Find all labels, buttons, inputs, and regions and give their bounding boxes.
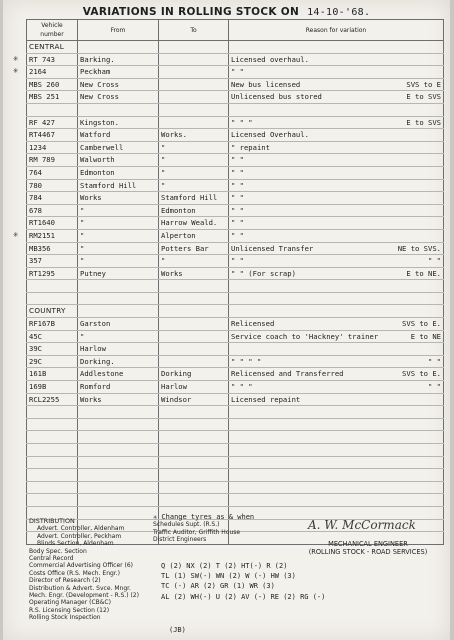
depot-code-line: TC (-) AR (2) GR (1) WR (3) — [161, 582, 275, 591]
reason-text: Relicensed and Transferred — [231, 369, 344, 379]
reason-text: " " — [231, 256, 244, 266]
from-cell: Stamford Hill — [78, 179, 159, 192]
reason-text: " " " — [231, 117, 253, 127]
reason-transfer: " " — [428, 382, 441, 392]
from-cell: Kingston. — [78, 116, 159, 129]
vehicle-cell: 678 — [27, 204, 78, 217]
vehicle-cell: MBS 251 — [27, 91, 78, 104]
reason-cell — [229, 179, 444, 192]
from-cell: Barking. — [78, 53, 159, 66]
document-sheet — [3, 0, 450, 640]
handwritten-note: ✳ Change tyres as & when — [153, 513, 255, 521]
to-cell — [159, 343, 229, 356]
distribution-item: Distribution & Advert. Svce. Mngr. — [29, 584, 131, 592]
to-cell — [159, 494, 229, 507]
reason-transfer: E to NE — [410, 331, 441, 341]
table-row — [27, 330, 444, 343]
to-cell: " — [159, 166, 229, 179]
to-cell — [159, 66, 229, 79]
distribution-item: Costs Office (R.S. Mech. Engr.) — [29, 569, 120, 577]
vehicle-cell — [27, 494, 78, 507]
reason-transfer: SVS to E. — [402, 319, 441, 329]
reason-cell — [229, 343, 444, 356]
table-row — [27, 204, 444, 217]
reason-cell — [229, 229, 444, 242]
reason-text: " " — [231, 155, 244, 165]
title-text: VARIATIONS IN ROLLING STOCK ON — [82, 6, 300, 18]
vehicle-cell: 1234 — [27, 141, 78, 154]
table-body — [27, 41, 444, 548]
reason-cell — [229, 91, 444, 104]
reason-transfer: SVS to E. — [402, 369, 441, 379]
engineer-title — [293, 540, 443, 556]
table-row — [27, 166, 444, 179]
table-row — [27, 78, 444, 91]
distribution-item: Director of Research (2) — [29, 577, 101, 585]
depot-code-line: AL (2) WH(-) U (2) AV (-) RE (2) RG (-) — [161, 592, 326, 601]
table-row — [27, 267, 444, 280]
vehicle-cell: MBS 260 — [27, 78, 78, 91]
to-cell: Stamford Hill — [159, 192, 229, 205]
from-cell — [78, 406, 159, 419]
vehicle-cell — [27, 469, 78, 482]
vehicle-cell: MB356 — [27, 242, 78, 255]
reason-cell — [229, 292, 444, 305]
distribution-item: Body Spec. Section — [29, 547, 87, 555]
reason-text: Licensed Overhaul. — [231, 130, 309, 140]
reason-text: " " (For scrap) — [231, 268, 296, 278]
to-cell — [159, 91, 229, 104]
section-row — [27, 305, 444, 318]
vehicle-cell — [27, 481, 78, 494]
from-cell: Edmonton — [78, 166, 159, 179]
reason-cell — [229, 141, 444, 154]
table-row — [27, 192, 444, 205]
to-cell: Dorking — [159, 368, 229, 381]
vehicle-cell: RT 743 — [27, 53, 78, 66]
reason-text: " " — [231, 230, 244, 240]
vehicle-cell: RF167B — [27, 318, 78, 331]
reason-cell — [229, 456, 444, 469]
reason-cell — [229, 305, 444, 318]
reason-cell — [229, 66, 444, 79]
to-cell — [159, 78, 229, 91]
to-cell — [159, 406, 229, 419]
distribution-item: Mech. Engr. (Development - R.S.) (2) — [29, 592, 139, 600]
recipients-block — [153, 514, 254, 544]
table-row — [27, 343, 444, 356]
recipient-item: Schedules Supt. (R.S.) — [153, 521, 220, 529]
reason-cell — [229, 255, 444, 268]
table-row — [27, 53, 444, 66]
from-cell: Walworth — [78, 154, 159, 167]
vehicle-cell — [27, 280, 78, 293]
asterisk-mark: ✳ — [13, 53, 19, 64]
vehicle-cell: 29C — [27, 355, 78, 368]
from-cell: Addlestone — [78, 368, 159, 381]
table-row — [27, 103, 444, 116]
to-cell: " — [159, 179, 229, 192]
to-cell — [159, 103, 229, 116]
table-row — [27, 469, 444, 482]
vehicle-cell: RCL2255 — [27, 393, 78, 406]
from-cell: " — [78, 217, 159, 230]
table-row — [27, 154, 444, 167]
variations-table — [26, 19, 444, 548]
vehicle-cell: 161B — [27, 368, 78, 381]
vehicle-cell — [27, 292, 78, 305]
reason-text: " " — [231, 180, 244, 190]
section-label: COUNTRY — [27, 305, 78, 318]
to-cell — [159, 444, 229, 457]
to-cell: Edmonton — [159, 204, 229, 217]
reason-cell — [229, 78, 444, 91]
vehicle-cell: RM 789 — [27, 154, 78, 167]
from-cell — [78, 103, 159, 116]
from-cell: " — [78, 242, 159, 255]
from-cell — [78, 469, 159, 482]
to-cell: Potters Bar — [159, 242, 229, 255]
from-cell — [78, 494, 159, 507]
depot-codes — [161, 561, 325, 602]
to-cell: Alperton — [159, 229, 229, 242]
vehicle-cell: 357 — [27, 255, 78, 268]
to-cell — [159, 481, 229, 494]
from-cell: " — [78, 204, 159, 217]
reason-text: " " — [231, 205, 244, 215]
to-cell: Works — [159, 267, 229, 280]
reason-transfer: E to NE. — [406, 268, 441, 278]
from-cell — [78, 305, 159, 318]
table-row — [27, 418, 444, 431]
table-row — [27, 280, 444, 293]
vehicle-cell: 784 — [27, 192, 78, 205]
from-cell: New Cross — [78, 78, 159, 91]
to-cell — [159, 469, 229, 482]
table-row — [27, 292, 444, 305]
reason-cell — [229, 166, 444, 179]
vehicle-cell — [27, 406, 78, 419]
to-cell — [159, 330, 229, 343]
from-cell: Garston — [78, 318, 159, 331]
reason-cell — [229, 355, 444, 368]
table-row — [27, 129, 444, 142]
reason-text: " " " — [231, 382, 253, 392]
vehicle-cell — [27, 431, 78, 444]
distribution-items — [29, 525, 139, 621]
from-cell — [78, 456, 159, 469]
reason-text: " " — [231, 218, 244, 228]
table-row — [27, 444, 444, 457]
vehicle-cell — [27, 418, 78, 431]
reason-text: Licensed repaint — [231, 394, 301, 404]
from-cell: " — [78, 330, 159, 343]
table-row — [27, 456, 444, 469]
vehicle-cell — [27, 444, 78, 457]
to-cell — [159, 355, 229, 368]
title-date: 14-10-'68. — [307, 7, 371, 18]
recipient-item: Traffic Auditor, Griffith House — [153, 528, 241, 536]
table-row — [27, 406, 444, 419]
table-row — [27, 393, 444, 406]
reason-text: " " " " — [231, 356, 262, 366]
reason-transfer: E to SVS — [406, 117, 441, 127]
reason-transfer: SVS to E — [406, 79, 441, 89]
from-cell: New Cross — [78, 91, 159, 104]
reason-transfer: " " — [428, 256, 441, 266]
reason-text: " " — [231, 67, 244, 77]
reason-cell — [229, 116, 444, 129]
reason-cell — [229, 444, 444, 457]
reason-cell — [229, 469, 444, 482]
table-row — [27, 481, 444, 494]
distribution-item: Advert. Controller, Aldenham — [37, 525, 125, 533]
to-cell — [159, 53, 229, 66]
distribution-item: Operating Manager (CB&C) — [29, 599, 111, 607]
reason-cell — [229, 53, 444, 66]
from-cell — [78, 418, 159, 431]
distribution-list — [29, 518, 139, 622]
col-header-to: To — [159, 20, 229, 41]
table-row — [27, 242, 444, 255]
reason-text: New bus licensed — [231, 79, 301, 89]
reason-cell — [229, 242, 444, 255]
reason-text: Unlicensed Transfer — [231, 243, 314, 253]
reason-cell — [229, 393, 444, 406]
vehicle-cell: RM2151 — [27, 229, 78, 242]
to-cell — [159, 431, 229, 444]
reason-cell — [229, 481, 444, 494]
reason-transfer: NE to SVS. — [397, 243, 441, 253]
recipients-list — [153, 521, 254, 543]
to-cell: Windsor — [159, 393, 229, 406]
table-row — [27, 494, 444, 507]
from-cell: Works — [78, 192, 159, 205]
from-cell — [78, 481, 159, 494]
table-row — [27, 229, 444, 242]
reason-text: " repaint — [231, 142, 270, 152]
reason-cell — [229, 217, 444, 230]
from-cell: Putney — [78, 267, 159, 280]
to-cell: Works. — [159, 129, 229, 142]
page-title — [3, 6, 450, 18]
distribution-item: Advert. Controller, Peckham — [37, 532, 122, 540]
vehicle-cell: RT1640 — [27, 217, 78, 230]
table-row — [27, 431, 444, 444]
table-row — [27, 91, 444, 104]
table-row — [27, 116, 444, 129]
vehicle-cell: 780 — [27, 179, 78, 192]
col-header-vehicle: Vehicle number — [27, 20, 78, 41]
asterisk-mark: ✳ — [13, 66, 19, 77]
vehicle-cell — [27, 103, 78, 116]
to-cell — [159, 305, 229, 318]
reason-text: " " — [231, 167, 244, 177]
vehicle-cell: 764 — [27, 166, 78, 179]
table-row — [27, 368, 444, 381]
to-cell — [159, 456, 229, 469]
table-row — [27, 217, 444, 230]
col-header-reason: Reason for variation — [229, 20, 444, 41]
asterisk-mark: ✳ — [13, 230, 19, 240]
distribution-item: Blinds Section, Aldenham — [37, 540, 114, 548]
to-cell — [159, 418, 229, 431]
from-cell: " — [78, 229, 159, 242]
from-cell: Camberwell — [78, 141, 159, 154]
reason-cell — [229, 192, 444, 205]
distribution-heading: DISTRIBUTION — [29, 517, 75, 525]
distribution-item: R.S. Licensing Section (12) — [29, 606, 110, 614]
reason-cell — [229, 418, 444, 431]
vehicle-cell: RT1295 — [27, 267, 78, 280]
reason-cell — [229, 368, 444, 381]
from-cell — [78, 280, 159, 293]
table-row — [27, 255, 444, 268]
from-cell: Romford — [78, 381, 159, 394]
to-cell — [159, 318, 229, 331]
to-cell — [159, 116, 229, 129]
reason-cell — [229, 494, 444, 507]
table-row — [27, 179, 444, 192]
vehicle-cell: 39C — [27, 343, 78, 356]
vehicle-cell: RT4467 — [27, 129, 78, 142]
distribution-item: Central Record — [29, 555, 74, 563]
to-cell: Harlow — [159, 381, 229, 394]
to-cell — [159, 292, 229, 305]
reason-cell — [229, 204, 444, 217]
vehicle-cell: 45C — [27, 330, 78, 343]
distribution-item: Rolling Stock Inspection — [29, 614, 101, 622]
reason-cell — [229, 280, 444, 293]
reason-cell — [229, 431, 444, 444]
section-row — [27, 41, 444, 54]
to-cell — [159, 280, 229, 293]
vehicle-cell: 169B — [27, 381, 78, 394]
table-row — [27, 318, 444, 331]
table-header-row — [27, 20, 444, 41]
reason-text: Relicensed — [231, 319, 275, 329]
reason-cell — [229, 103, 444, 116]
table-row — [27, 141, 444, 154]
from-cell — [78, 292, 159, 305]
typist-initials: (JB) — [169, 626, 186, 634]
signature: A. W. McCormack — [308, 518, 416, 532]
reason-cell — [229, 41, 444, 54]
to-cell — [159, 41, 229, 54]
reason-text: " " — [231, 193, 244, 203]
to-cell: " — [159, 255, 229, 268]
table-row — [27, 381, 444, 394]
reason-cell — [229, 267, 444, 280]
recipient-item: District Engineers — [153, 536, 207, 544]
vehicle-cell: 2164 — [27, 66, 78, 79]
vehicle-cell: RF 427 — [27, 116, 78, 129]
from-cell: Peckham — [78, 66, 159, 79]
depot-code-line: TL (1) SW(-) WN (2) W (-) HW (3) — [161, 572, 296, 581]
table-row — [27, 66, 444, 79]
col-header-from: From — [78, 20, 159, 41]
from-cell: Harlow — [78, 343, 159, 356]
from-cell: Works — [78, 393, 159, 406]
depot-code-line: Q (2) NX (2) T (2) HT(-) R (2) — [161, 562, 288, 570]
reason-cell — [229, 330, 444, 343]
reason-transfer: " " — [428, 356, 441, 366]
from-cell — [78, 41, 159, 54]
from-cell: " — [78, 255, 159, 268]
from-cell: Watford — [78, 129, 159, 142]
table-row — [27, 355, 444, 368]
engineer-line-1: MECHANICAL ENGINEER — [328, 540, 408, 548]
reason-cell — [229, 129, 444, 142]
reason-transfer: E to SVS — [406, 92, 441, 102]
to-cell: " — [159, 141, 229, 154]
to-cell: " — [159, 154, 229, 167]
from-cell — [78, 444, 159, 457]
section-label: CENTRAL — [27, 41, 78, 54]
reason-cell — [229, 154, 444, 167]
to-cell: Harrow Weald. — [159, 217, 229, 230]
reason-cell — [229, 406, 444, 419]
reason-text: Service coach to 'Hackney' trainer — [231, 331, 379, 341]
from-cell: Dorking. — [78, 355, 159, 368]
reason-cell — [229, 381, 444, 394]
from-cell — [78, 431, 159, 444]
engineer-line-2: (ROLLING STOCK - ROAD SERVICES) — [308, 548, 428, 556]
reason-text: Unlicensed bus stored — [231, 92, 322, 102]
distribution-item: Commercial Advertising Officer (6) — [29, 562, 134, 570]
vehicle-cell — [27, 456, 78, 469]
reason-cell — [229, 318, 444, 331]
reason-text: Licensed overhaul. — [231, 54, 309, 64]
